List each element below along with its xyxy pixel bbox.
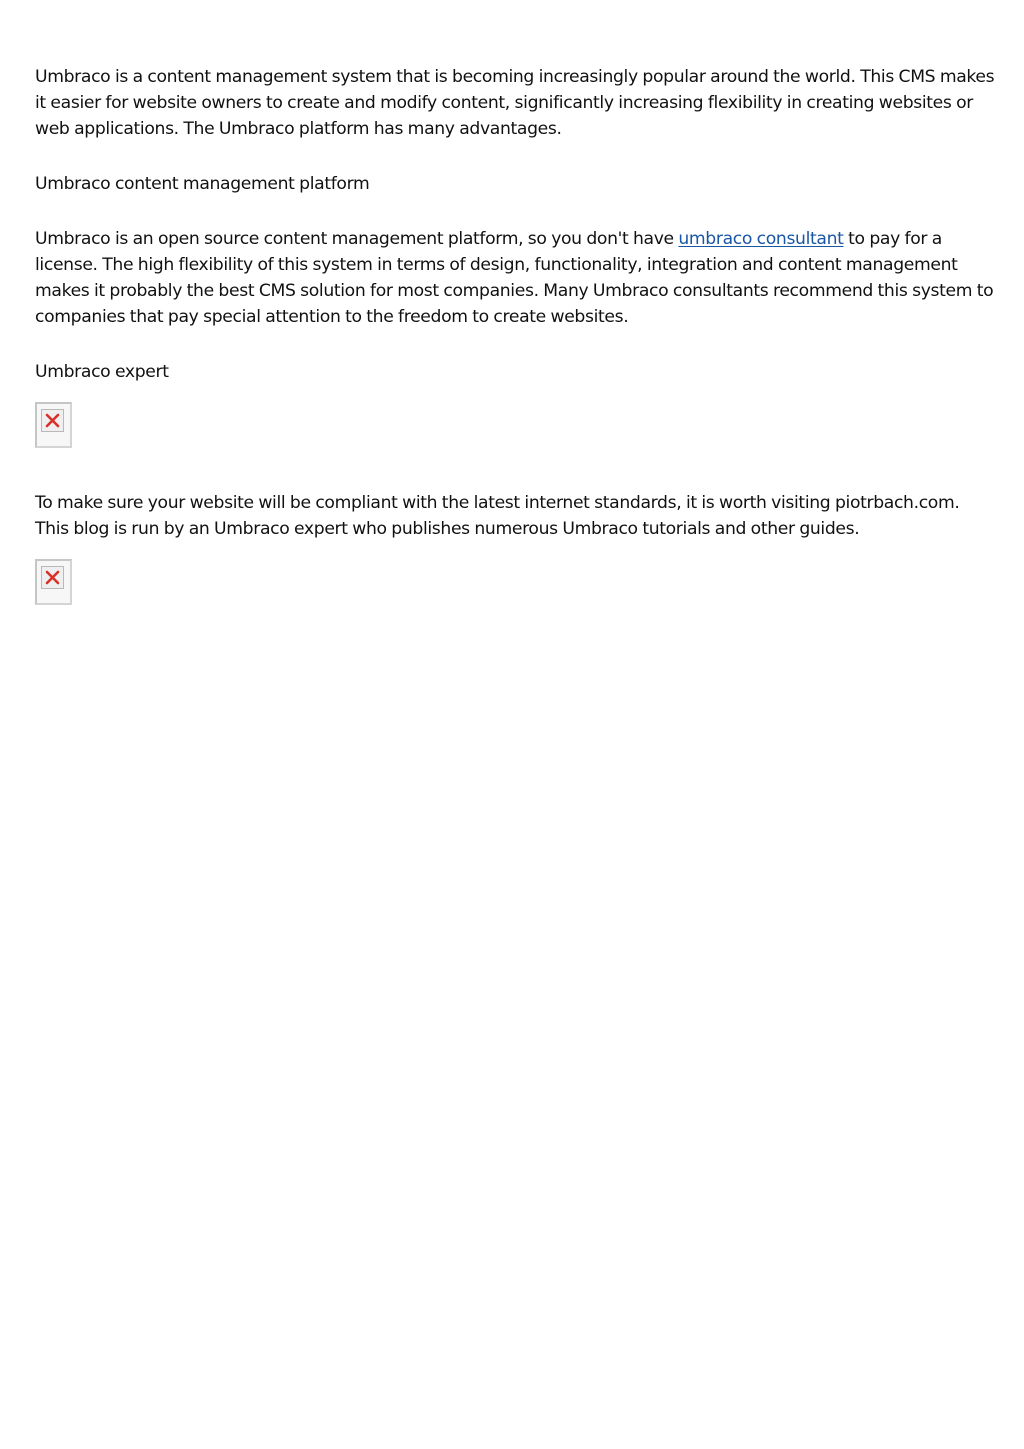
close-x-icon [45,413,60,428]
article [35,64,995,605]
intro-paragraph: Umbraco is a content management system that is becoming increasingly popular around the world. This CMS makes it easier for website owners to create and modify content, significantly increasing flexibility in creating websites or web applications. The Umbraco platform has many advantages. [35,67,995,139]
close-x-icon [45,570,60,585]
broken-image-icon [41,409,64,432]
platform-heading: Umbraco content management platform [35,174,370,194]
platform-text-before-link: Umbraco is an open source content management platform, so you don't have [35,229,679,249]
blog-paragraph: To make sure your website will be compliant with the latest internet standards, it is worth visiting piotrbach.com. This blog is run by an Umbraco expert who publishes numerous Umbraco tutorials and other guides. [35,493,960,539]
expert-heading: Umbraco expert [35,362,169,382]
umbraco-consultant-link[interactable]: umbraco consultant [678,229,844,249]
broken-image-2 [35,559,72,605]
broken-image-icon [41,566,64,589]
platform-paragraph [35,226,995,330]
platform-text-after-link: to pay for a license. The high flexibility of this system in terms of design, functionality, integration and content management makes it probably the best CMS solution for most companies. Many Umbraco consultants recommend this system to companies that pay special attention to the freedom to create websites. [35,229,994,327]
broken-image-1 [35,402,72,448]
